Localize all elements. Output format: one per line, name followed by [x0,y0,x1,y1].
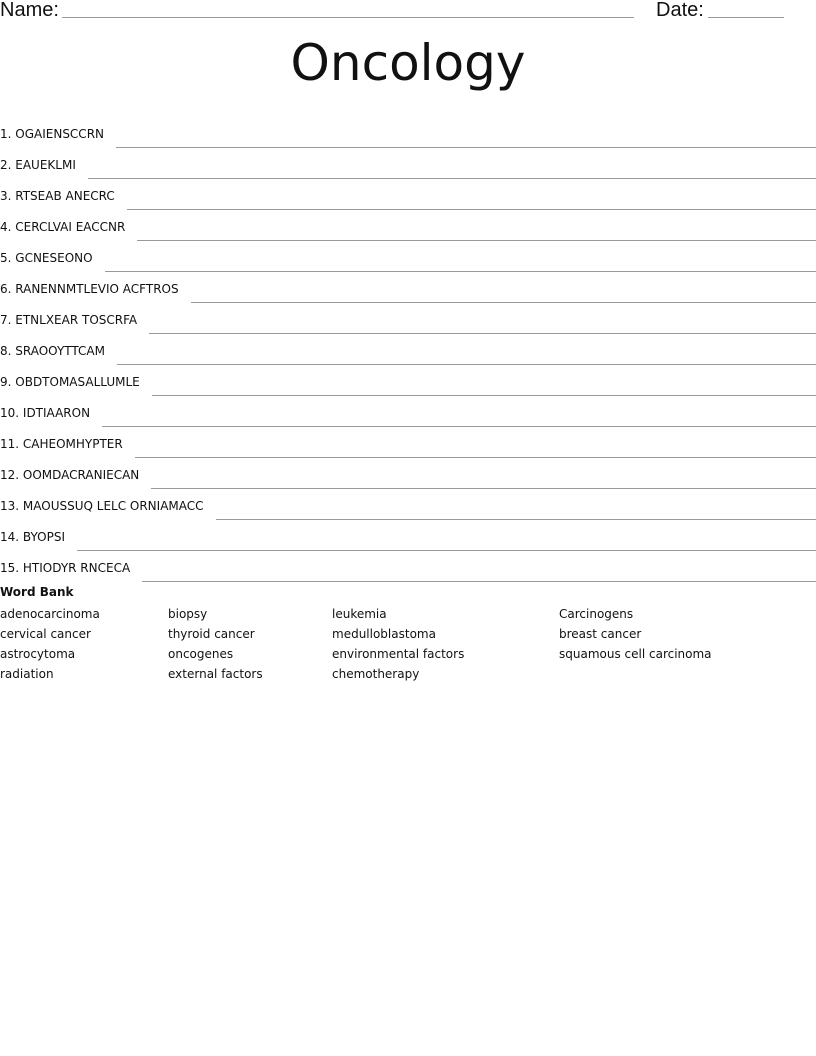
answer-line [135,457,816,458]
answer-line [116,147,816,148]
word-bank-item: Carcinogens [559,607,634,621]
word-bank-item: environmental factors [332,647,465,661]
scrambled-word: 1. OGAIENSCCRN [0,127,105,141]
name-label: Name: [0,0,59,21]
scrambled-word: 2. EAUEKLMI [0,158,76,172]
scrambled-word: 6. RANENNMTLEVIO ACFTROS [0,282,179,296]
word-bank-item: leukemia [332,607,387,621]
scrambled-word: 7. ETNLXEAR TOSCRFA [0,313,138,327]
answer-line [151,488,816,489]
question-list [0,112,816,577]
word-bank-item: chemotherapy [332,667,420,681]
word-bank-title: Word Bank [0,585,74,599]
scrambled-word: 14. BYOPSI [0,530,65,544]
answer-line [137,240,816,241]
answer-line [127,209,816,210]
word-bank [0,584,816,681]
answer-line [88,178,816,179]
page-title: Oncology [290,34,526,92]
word-bank-item: squamous cell carcinoma [559,647,712,661]
word-bank-column [168,604,263,684]
scrambled-word: 15. HTIODYR RNCECA [0,561,131,575]
answer-line [149,333,816,334]
question-row [0,112,816,143]
answer-line [191,302,816,303]
scrambled-word: 12. OOMDACRANIECAN [0,468,140,482]
scrambled-word: 13. MAOUSSUQ LELC ORNIAMACC [0,499,204,513]
scrambled-word: 9. OBDTOMASALLUMLE [0,375,140,389]
date-label: Date: [656,0,704,21]
scrambled-word: 8. SRAOOYTTCAM [0,344,105,358]
date-line [708,17,784,18]
answer-line [152,395,816,396]
word-bank-item: biopsy [168,607,208,621]
answer-line [105,271,816,272]
word-bank-column [332,604,464,684]
scrambled-word: 4. CERCLVAI EACCNR [0,220,126,234]
header [0,0,816,24]
answer-line [77,550,816,551]
word-bank-column [0,604,100,684]
word-bank-item: thyroid cancer [168,627,255,641]
word-bank-item: oncogenes [168,647,234,661]
word-bank-item: astrocytoma [0,647,76,661]
word-bank-column [559,604,712,664]
answer-line [117,364,816,365]
word-bank-item: cervical cancer [0,627,91,641]
answer-line [216,519,816,520]
word-bank-item: external factors [168,667,263,681]
word-bank-grid [0,601,816,681]
word-bank-item: adenocarcinoma [0,607,100,621]
name-line [62,17,634,18]
word-bank-item: breast cancer [559,627,642,641]
scrambled-word: 11. CAHEOMHYPTER [0,437,123,451]
word-bank-item: medulloblastoma [332,627,436,641]
word-bank-item: radiation [0,667,54,681]
answer-line [142,581,816,582]
scrambled-word: 10. IDTIAARON [0,406,91,420]
scrambled-word: 5. GCNESEONO [0,251,93,265]
answer-line [102,426,816,427]
scrambled-word: 3. RTSEAB ANECRC [0,189,115,203]
